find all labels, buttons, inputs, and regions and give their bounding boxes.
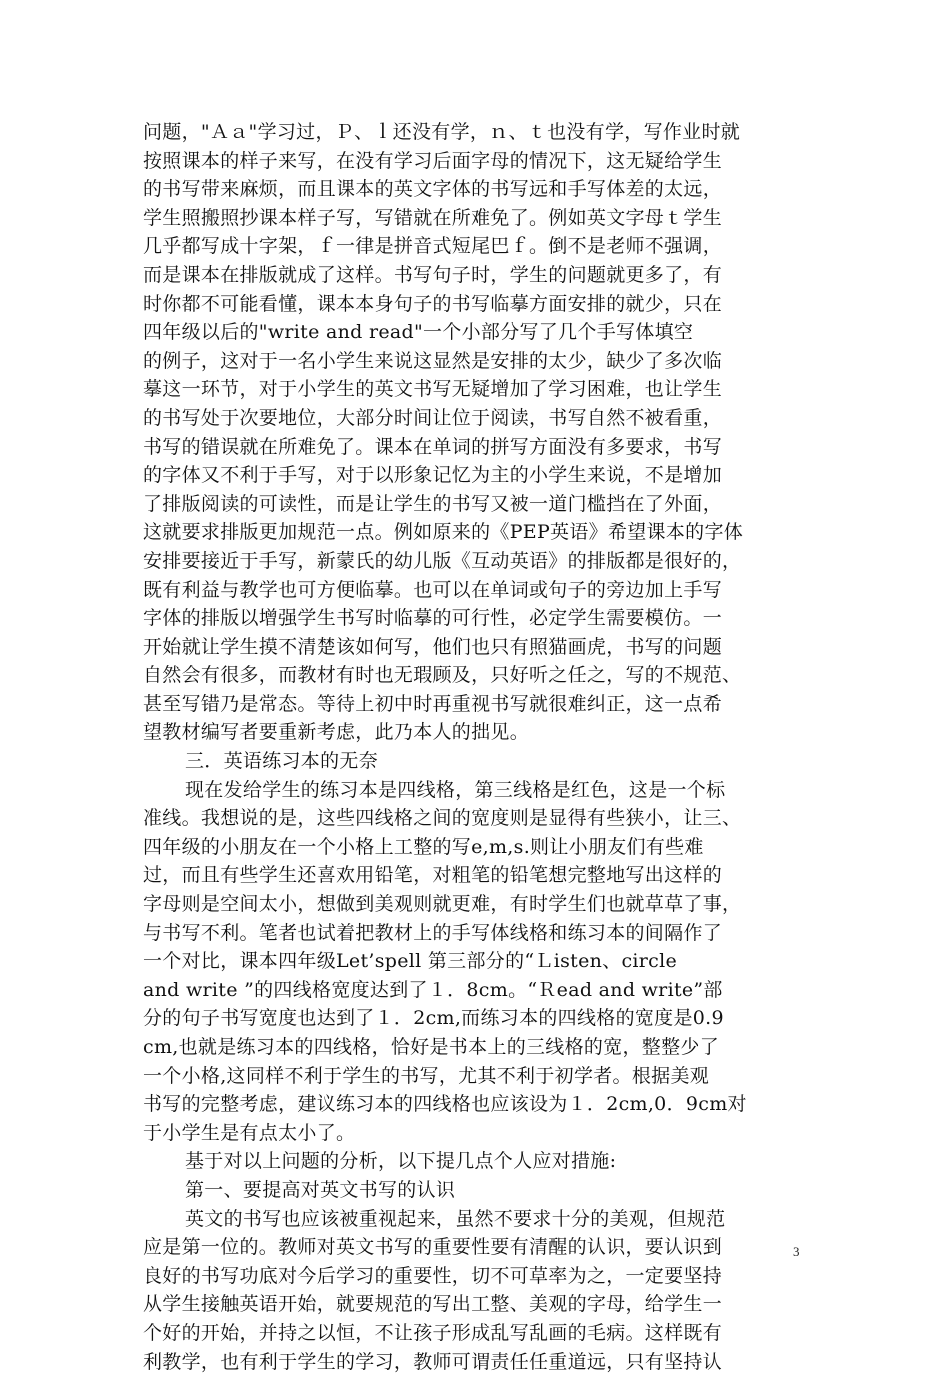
document-body [143, 118, 807, 1376]
text-line: 学生照搬照抄课本样子写，写错就在所难免了。例如英文字母ｔ学生 [143, 206, 723, 229]
section-heading: 三．英语练习本的无奈 [185, 750, 379, 773]
text-line: 时你都不可能看懂，课本本身句子的书写临摹方面安排的就少，只在 [143, 292, 723, 315]
text-line: 一个小格,这同样不利于学生的书写，尤其不利于初学者。根据美观 [143, 1064, 710, 1087]
text-line: 的书写处于次要地位，大部分时间让位于阅读，书写自然不被看重， [143, 406, 723, 429]
text-line: 而是课本在排版就成了这样。书写句子时，学生的问题就更多了，有 [143, 263, 723, 286]
text-line: 了排版阅读的可读性，而是让学生的书写又被一道门槛挡在了外面， [143, 492, 723, 515]
text-line: 书写的完整考虑，建议练习本的四线格也应该设为１．2cm,0．9cm对 [143, 1093, 747, 1116]
text-line: cm,也就是练习本的四线格，恰好是书本上的三线格的宽，整整少了 [143, 1036, 719, 1058]
text-line: 自然会有很多，而教材有时也无瑕顾及，只好听之任之，写的不规范、 [143, 664, 742, 687]
text-line: 四年级以后的"write and read"一个小部分写了几个手写体填空 [143, 321, 694, 344]
text-line: 的例子，这对于一名小学生来说这显然是安排的太少，缺少了多次临 [143, 349, 723, 372]
text-line: 一个对比，课本四年级Let’spell 第三部分的“Ｌisten、circle [143, 950, 678, 973]
text-line: 开始就让学生摸不清楚该如何写，他们也只有照猫画虎，书写的问题 [143, 635, 723, 658]
text-line: 基于对以上问题的分析，以下提几点个人应对措施: [185, 1150, 617, 1173]
text-line: 于小学生是有点太小了。 [143, 1121, 356, 1144]
text-line: 利教学，也有利于学生的学习，教师可谓责任任重道远，只有坚持认 [143, 1350, 723, 1373]
text-line: and write ”的四线格宽度达到了１．8cm。“Ｒead and write”部 [143, 978, 723, 1001]
text-line: 与书写不利。笔者也试着把教材上的手写体线格和练习本的间隔作了 [143, 921, 723, 944]
text-line: 的书写带来麻烦，而且课本的英文字体的书写远和手写体差的太远， [143, 178, 723, 201]
text-line: 的字体又不利于手写，对于以形象记忆为主的小学生来说，不是增加 [143, 464, 723, 487]
text-line: 分的句子书写宽度也达到了１．2cm,而练习本的四线格的宽度是0.9 [143, 1007, 724, 1030]
text-line: 几乎都写成十字架，ｆ一律是拼音式短尾巴ｆ。倒不是老师不强调， [143, 235, 723, 258]
text-line: 应是第一位的。教师对英文书写的重要性要有清醒的认识，要认识到 [143, 1236, 723, 1259]
text-line: 字体的排版以增强学生书写时临摹的可行性，必定学生需要模仿。一 [143, 607, 723, 630]
text-line: 摹这一环节，对于小学生的英文书写无疑增加了学习困难，也让学生 [143, 378, 723, 401]
text-line: 安排要接近于手写，新蒙氏的幼儿版《互动英语》的排版都是很好的， [143, 549, 742, 572]
section-heading: 第一、要提高对英文书写的认识 [185, 1178, 456, 1201]
text-line: 良好的书写功底对今后学习的重要性，切不可草率为之，一定要坚持 [143, 1264, 723, 1287]
text-line: 四年级的小朋友在一个小格上工整的写e,m,s.则让小朋友们有些难 [143, 835, 704, 858]
page-number: 3 [793, 1244, 800, 1259]
text-line: 从学生接触英语开始，就要规范的写出工整、美观的字母，给学生一 [143, 1293, 723, 1316]
text-line: 现在发给学生的练习本是四线格，第三线格是红色，这是一个标 [185, 778, 726, 801]
text-line: 英文的书写也应该被重视起来，虽然不要求十分的美观，但规范 [185, 1207, 726, 1230]
text-line: 字母则是空间太小，想做到美观则就更难，有时学生们也就草草了事， [143, 893, 742, 916]
text-line: 按照课本的样子来写，在没有学习后面字母的情况下，这无疑给学生 [143, 149, 723, 172]
text-line: 书写的错误就在所难免了。课本在单词的拼写方面没有多要求，书写 [143, 435, 723, 458]
text-line: 望教材编写者要重新考虑，此乃本人的拙见。 [143, 721, 530, 744]
text-line: 问题，"Ａａ"学习过，Ｐ、ｌ还没有学，ｎ、ｔ也没有学，写作业时就 [143, 121, 741, 143]
text-line: 这就要求排版更加规范一点。例如原来的《PEP英语》希望课本的字体 [143, 521, 744, 544]
text-line: 个好的开始，并持之以恒，不让孩子形成乱写乱画的毛病。这样既有 [143, 1321, 723, 1344]
text-line: 甚至写错乃是常态。等待上初中时再重视书写就很难纠正，这一点希 [143, 692, 723, 715]
text-line: 准线。我想说的是，这些四线格之间的宽度则是显得有些狭小，让三、 [143, 807, 742, 830]
text-line: 既有利益与教学也可方便临摹。也可以在单词或句子的旁边加上手写 [143, 578, 723, 601]
text-line: 过，而且有些学生还喜欢用铅笔，对粗笔的铅笔想完整地写出这样的 [143, 864, 723, 887]
